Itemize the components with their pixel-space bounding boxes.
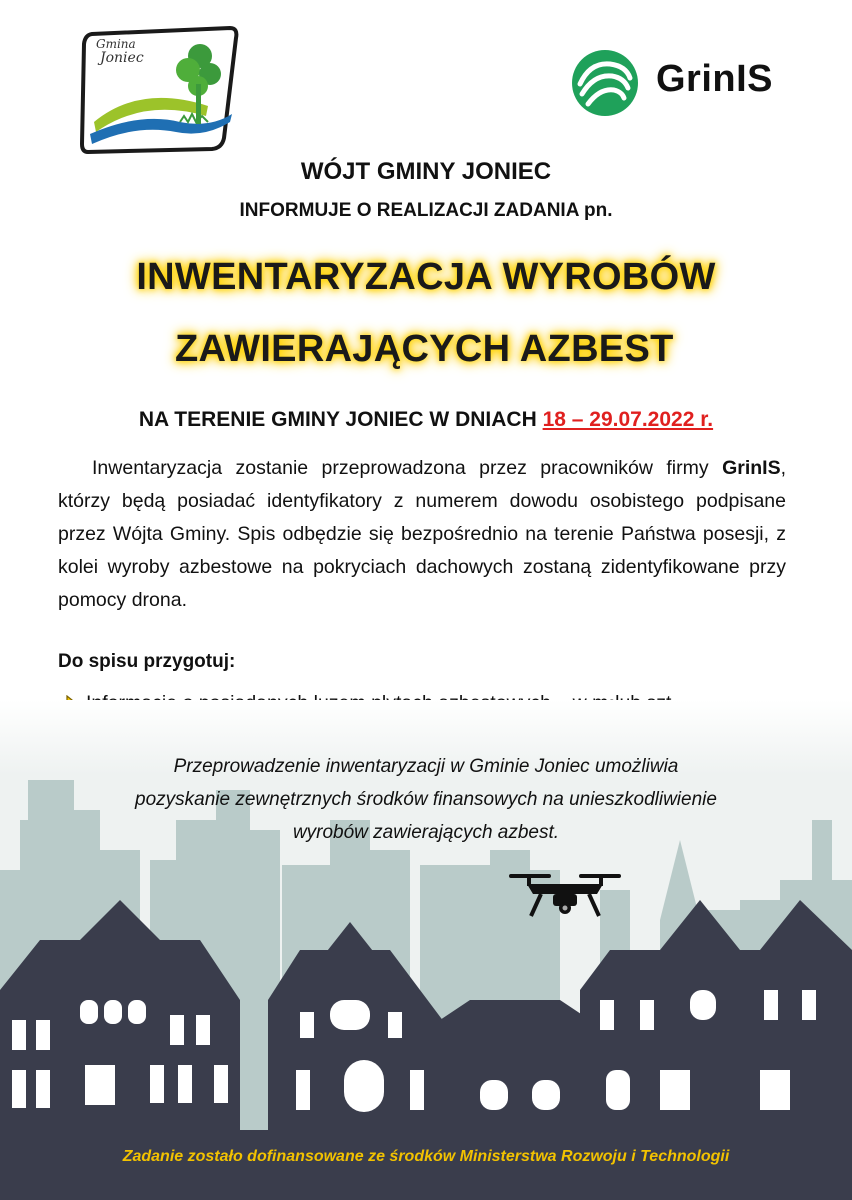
dates-range: 18 – 29.07.2022 r. — [542, 408, 714, 431]
joniec-logo-text: Joniec — [100, 50, 144, 66]
body-text-b: , którzy będą posiadać identyfikatory z numerem dowodu osobistego podpisane przez Wójta Gminy. Spis odbędzie się bezpośrednio na terenie Państwa posesji, z kolei wyroby azbestowe na pokryciach dachowych zostaną zidentyfikowane przy pomocy drona. — [58, 457, 786, 611]
header-line-2: INFORMUJE O REALIZACJI ZADANIA pn. — [239, 200, 613, 221]
title-line-2: ZAWIERAJĄCYCH AZBEST — [175, 328, 674, 370]
drone-icon — [505, 866, 625, 922]
body-text-a: Inwentaryzacja zostanie przeprowadzona przez pracowników firmy — [92, 457, 723, 479]
grinis-logo-text: GrinIS — [656, 58, 774, 100]
dates-prefix: NA TERENIE GMINY JONIEC W DNIACH — [138, 408, 543, 431]
funding-note — [0, 750, 852, 849]
funding-note-line-2: pozyskanie zewnętrznych środków finansowych na unieszkodliwienie — [135, 789, 717, 810]
gmina-joniec-logo — [80, 26, 240, 156]
gmina-logo-text: Gmina — [96, 37, 136, 51]
grinis-logo-mark — [570, 48, 640, 118]
body-paragraph — [58, 452, 786, 617]
body-company-name: GrinIS — [722, 457, 781, 479]
funding-note-line-3: wyrobów zawierających azbest. — [292, 822, 560, 843]
title-line-1: INWENTARYZACJA WYROBÓW — [136, 256, 716, 298]
footer-funding-text: Zadanie zostało dofinansowane ze środków Ministerstwa Rozwoju i Technologii — [122, 1148, 730, 1165]
header-line-1: WÓJT GMINY JONIEC — [300, 158, 552, 185]
funding-note-line-1: Przeprowadzenie inwentaryzacji w Gminie Joniec umożliwia — [173, 756, 679, 777]
grinis-logo — [570, 48, 785, 118]
dates-line — [0, 408, 852, 432]
prepare-title: Do spisu przygotuj: — [58, 651, 236, 672]
